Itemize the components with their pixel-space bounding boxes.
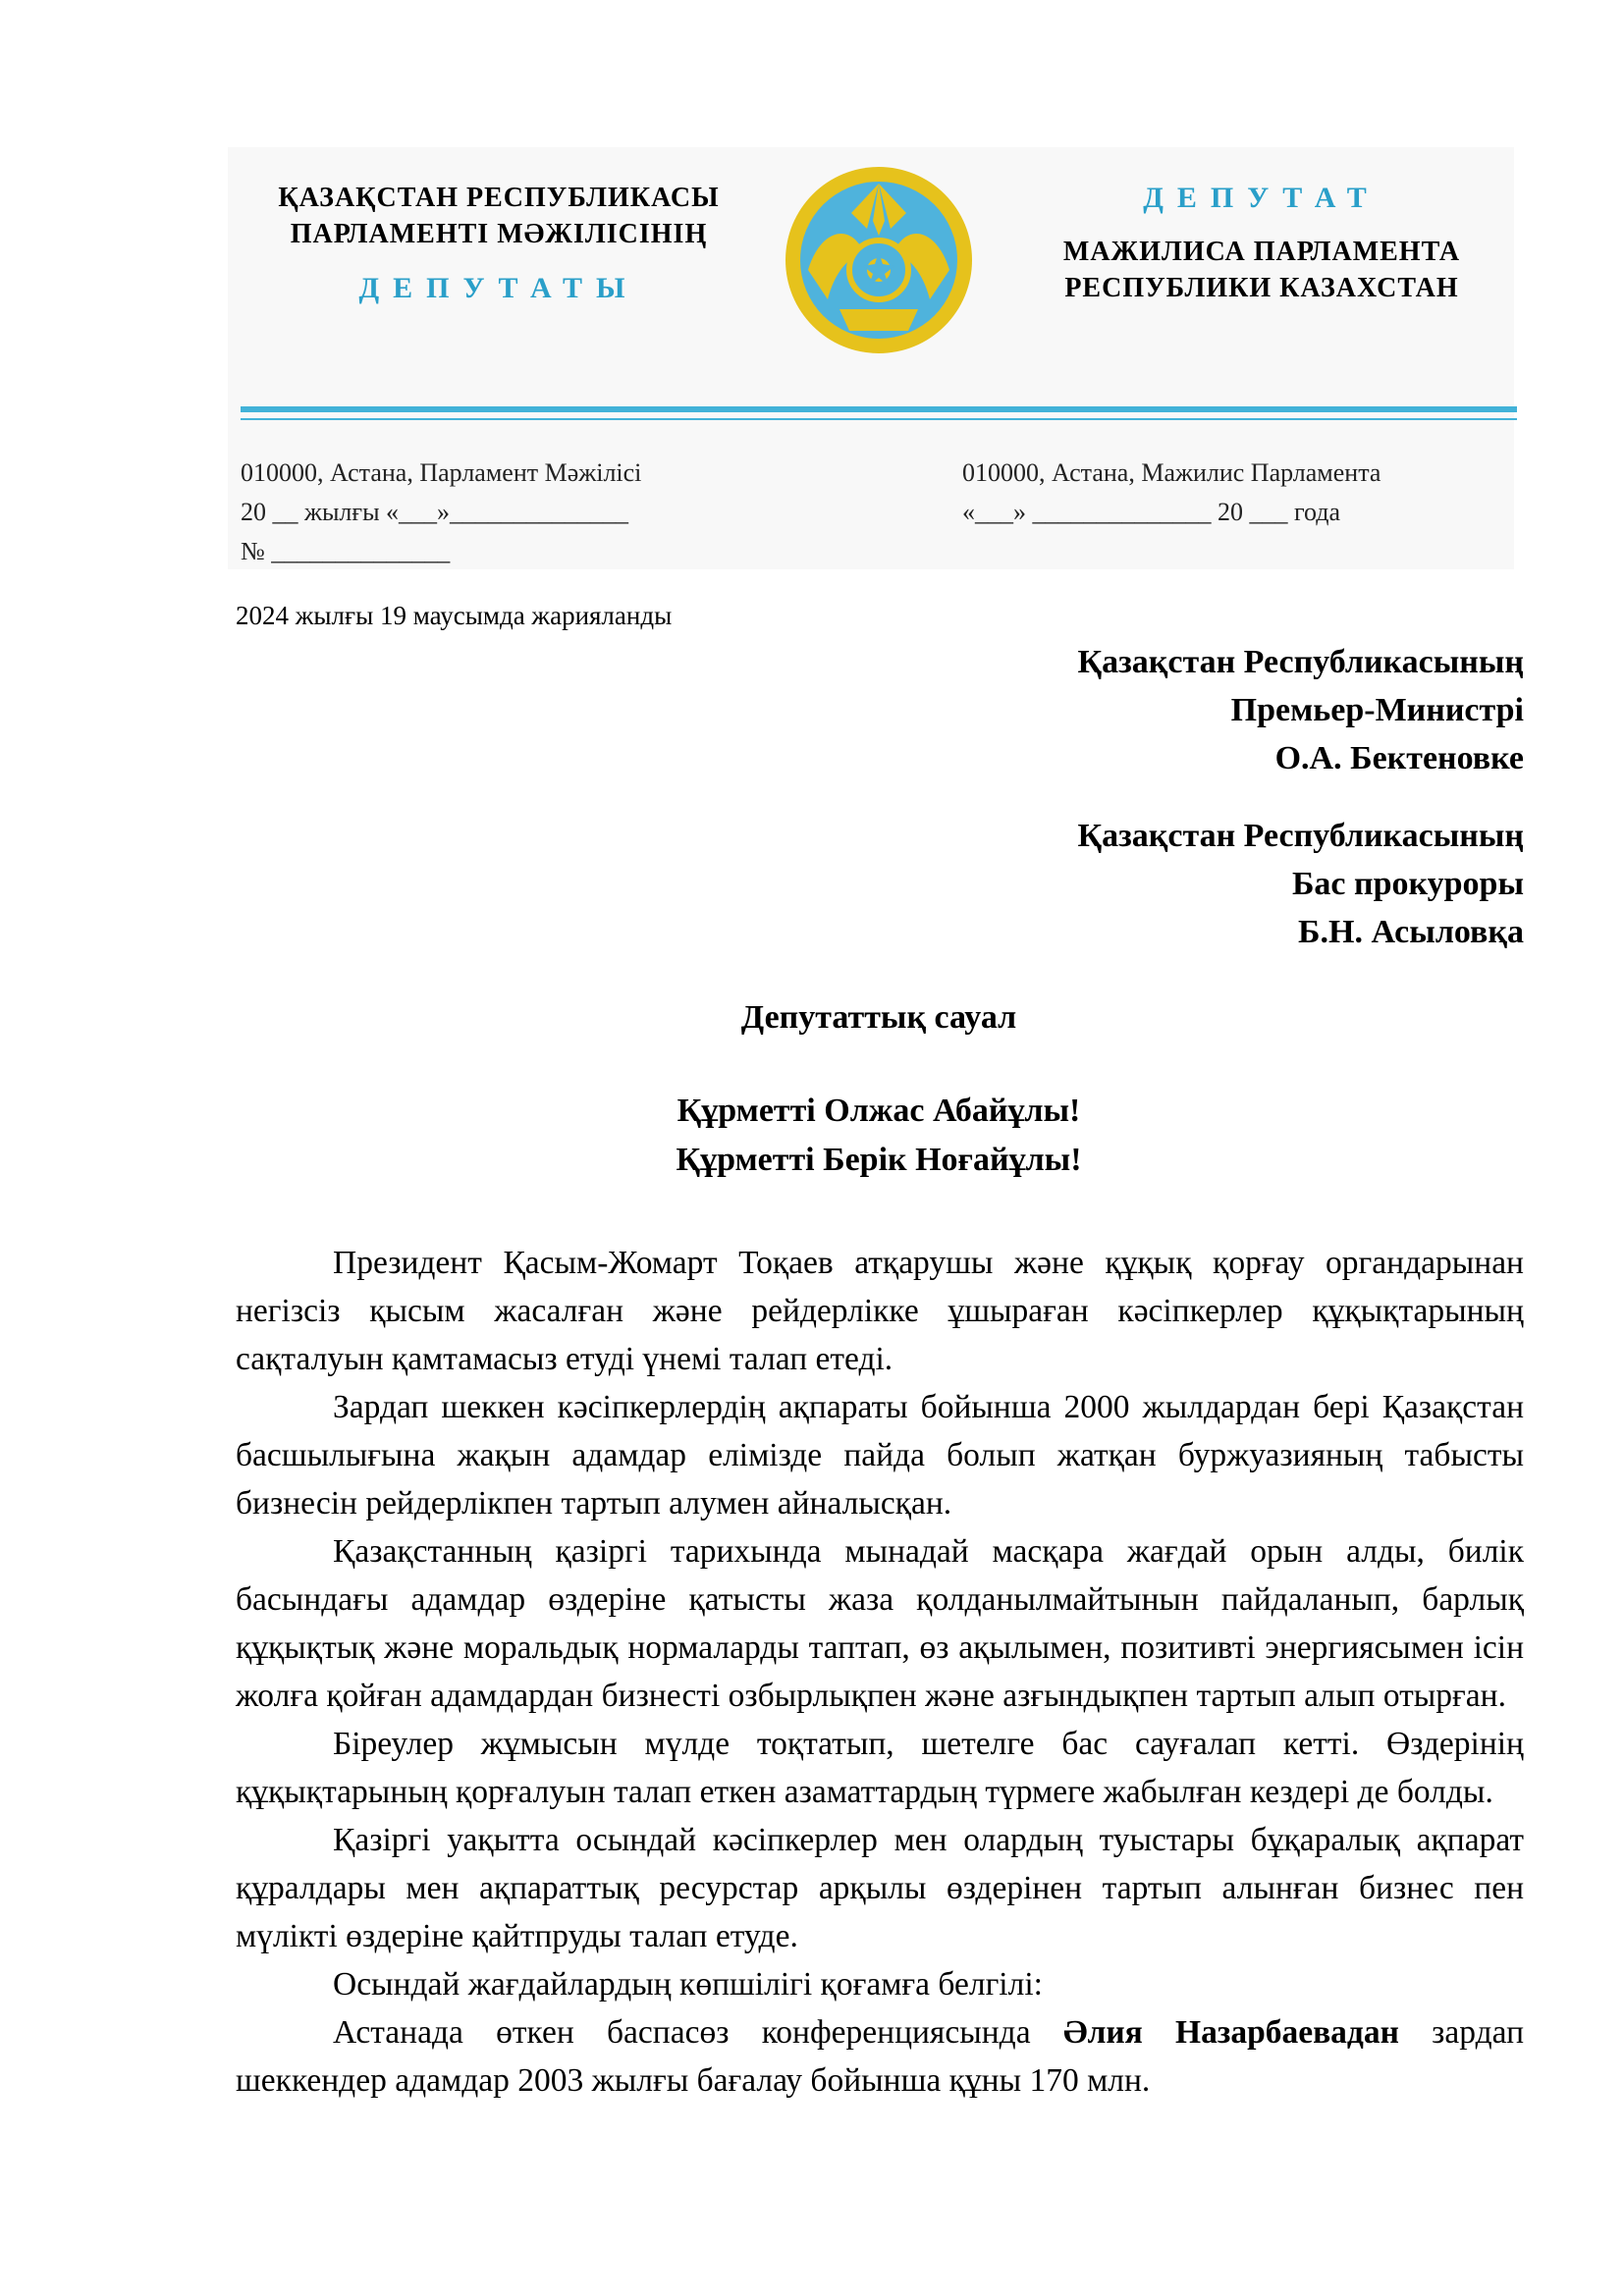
letterhead-kz-title: ДЕПУТАТЫ (358, 272, 639, 304)
greeting-line2: Құрметті Берік Ноғайұлы! (676, 1142, 1082, 1178)
address-kz-line2: 20 __ жылғы «___»______________ (241, 498, 629, 526)
address-ru-line1: 010000, Астана, Мажилис Парламента (962, 458, 1381, 487)
letter-body (236, 1239, 1524, 2105)
paragraph-3: Қазақстанның қазіргі тарихында мынадай масқара жағдай орын алды, билік басындағы адамдар өздеріне қатысты жаза қолданылмайтынын пайдаланып, барлық құқықтық және моральдық нормаларды таптап, өз ақылымен, позитивті энергиясымен ісін жолға қойған адамдардан бизнесті озбырлықпен және азғындықпен тартып алып отырған. (236, 1533, 1524, 1714)
address-kz-line3: № ______________ (241, 537, 451, 565)
letterhead-kz-line1: ҚАЗАҚСТАН РЕСПУБЛИКАСЫ (278, 183, 720, 213)
letterhead-rule-thick (241, 406, 1517, 412)
recipient-2-line3: Б.Н. Асыловқа (1298, 914, 1524, 950)
letterhead-kz-line2: ПАРЛАМЕНТІ МӘЖІЛІСІНІҢ (290, 219, 708, 249)
letterhead-kz (258, 180, 739, 306)
address-ru-line2: «___» ______________ 20 ___ года (962, 498, 1341, 526)
paragraph-2: Зардап шеккен кәсіпкерлердің ақпараты бойынша 2000 жылдардан бері Қазақстан басшылығына жақын адамдар елімізде пайда болып жатқан буржуазияның табысты бизнесін рейдерлікпен тартып алумен айналысқан. (236, 1389, 1524, 1522)
publication-date: 2024 жылғы 19 маусымда жарияланды (236, 601, 673, 630)
recipient-1-line1: Қазақстан Республикасының (1077, 644, 1524, 680)
paragraph-1: Президент Қасым-Жомарт Тоқаев атқарушы және құқық қорғау органдарынан негізсіз қысым жасалған және рейдерлікке ұшыраған кәсіпкерлер құқықтарының сақталуын қамтамасыз етуді үнемі талап етеді. (236, 1245, 1524, 1377)
address-ru (962, 454, 1380, 532)
paragraph-7-start: Астанада өткен баспасөз конференциясында (333, 2014, 1063, 2051)
paragraph-4: Біреулер жұмысын мүлде тоқтатып, шетелге бас сауғалап кетті. Өздерінің құқықтарының қорғалуын талап еткен азаматтардың түрмеге жабылған кездері де болды. (236, 1726, 1524, 1810)
letterhead-ru-line2: РЕСПУБЛИКИ КАЗАХСТАН (1064, 273, 1459, 303)
recipient-1-line2: Премьер-Министрі (1230, 692, 1524, 728)
letterhead-rule-thin (241, 418, 1517, 420)
address-kz (241, 454, 641, 571)
letterhead-ru-title: ДЕПУТАТ (1143, 182, 1380, 214)
greeting (0, 1087, 1624, 1185)
paragraph-7 (236, 2008, 1524, 2105)
greeting-line1: Құрметті Олжас Абайұлы! (677, 1093, 1081, 1129)
recipient-2-line1: Қазақстан Республикасының (1077, 818, 1524, 854)
paragraph-7-end: зардап шеккендер адамдар 2003 жылғы бағалау бойынша құны 170 млн. (236, 2014, 1524, 2099)
letterhead-ru-line1: МАЖИЛИСА ПАРЛАМЕНТА (1062, 237, 1461, 267)
state-emblem-icon (781, 162, 977, 358)
recipient-1-line3: О.А. Бектеновке (1274, 740, 1524, 776)
paragraph-6: Осындай жағдайлардың көпшілігі қоғамға белгілі: (333, 1966, 1043, 2002)
paragraph-7-bold-name: Әлия Назарбаевадан (1062, 2014, 1399, 2051)
address-kz-line1: 010000, Астана, Парламент Мәжілісі (241, 458, 642, 487)
paragraph-5: Қазіргі уақытта осындай кәсіпкерлер мен олардың туыстары бұқаралық ақпарат құралдары мен ақпараттық ресурстар арқылы өздерінен тартып алынған бизнес пен мүлікті өздеріне қайтпруды талап етуде. (236, 1822, 1524, 1954)
document-title: Депутаттық сауал (740, 999, 1017, 1036)
recipient-2-line2: Бас прокуроры (1291, 866, 1524, 902)
letterhead-ru (1021, 180, 1502, 306)
recipients-block (1077, 638, 1524, 956)
